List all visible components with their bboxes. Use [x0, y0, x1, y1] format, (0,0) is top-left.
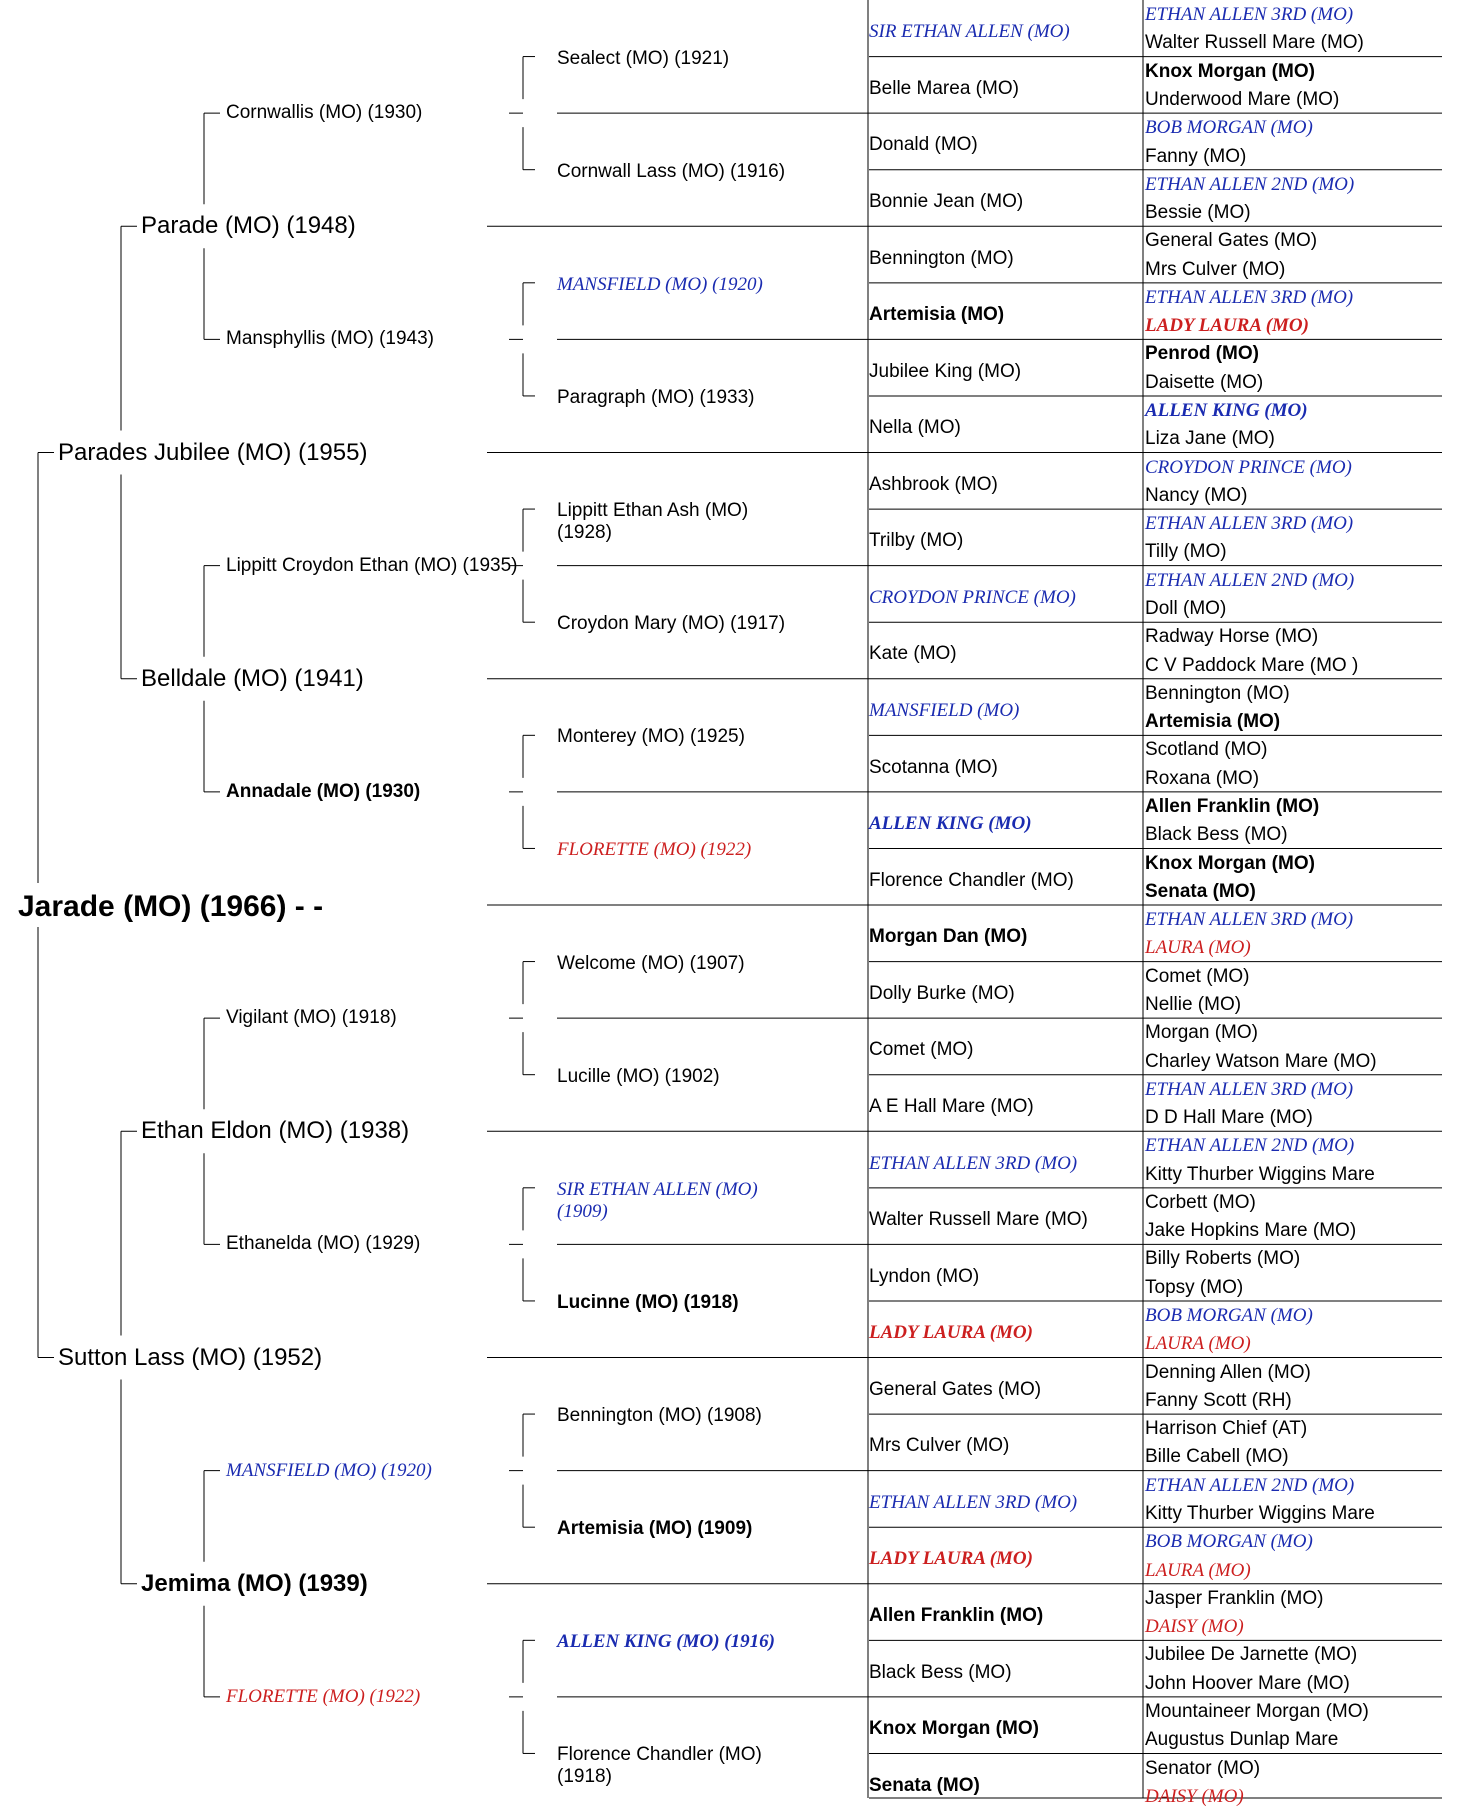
gen6-horse-41: Kitty Thurber Wiggins Mare	[1145, 1163, 1375, 1185]
gen5-horse-14: ALLEN KING (MO)	[869, 813, 1032, 835]
gen5-horse-3: Bonnie Jean (MO)	[869, 190, 1024, 212]
gen6-horse-52: ETHAN ALLEN 2ND (MO)	[1145, 1474, 1355, 1496]
gen5-horse-28: Allen Franklin (MO)	[869, 1605, 1044, 1626]
gen6-horse-1: Walter Russell Mare (MO)	[1145, 32, 1364, 54]
gen5-horse-8: Ashbrook (MO)	[869, 473, 998, 495]
gen6-horse-44: Billy Roberts (MO)	[1145, 1248, 1301, 1270]
gen6-horse-45: Topsy (MO)	[1145, 1276, 1244, 1298]
gen3-horse-6: MANSFIELD (MO) (1920)	[226, 1459, 432, 1481]
gen6-horse-51: Bille Cabell (MO)	[1145, 1446, 1289, 1468]
gen4-horse-13: Artemisia (MO) (1909)	[557, 1518, 753, 1540]
gen6-horse-4: BOB MORGAN (MO)	[1145, 117, 1313, 139]
gen6-horse-57: DAISY (MO)	[1145, 1616, 1244, 1638]
gen1-horse-0: Parades Jubilee (MO) (1955)	[58, 438, 368, 466]
gen6-horse-50: Harrison Chief (AT)	[1145, 1418, 1308, 1440]
gen6-horse-49: Fanny Scott (RH)	[1145, 1389, 1292, 1411]
gen6-horse-0: ETHAN ALLEN 3RD (MO)	[1145, 4, 1354, 26]
gen6-horse-17: Nancy (MO)	[1145, 484, 1248, 506]
gen6-horse-18: ETHAN ALLEN 3RD (MO)	[1145, 513, 1354, 535]
gen6-horse-33: LAURA (MO)	[1145, 937, 1251, 959]
gen6-horse-6: ETHAN ALLEN 2ND (MO)	[1145, 173, 1355, 195]
gen5-horse-27: LADY LAURA (MO)	[869, 1548, 1033, 1570]
gen3-horse-1: Mansphyllis (MO) (1943)	[226, 328, 434, 350]
gen6-horse-34: Comet (MO)	[1145, 965, 1250, 987]
gen3-horse-0: Cornwallis (MO) (1930)	[226, 102, 423, 124]
gen4-horse-7: FLORETTE (MO) (1922)	[557, 839, 752, 861]
gen3-horse-4: Vigilant (MO) (1918)	[226, 1007, 397, 1029]
gen4-horse-1: Cornwall Lass (MO) (1916)	[557, 160, 786, 182]
gen5-horse-5: Artemisia (MO)	[869, 304, 1005, 326]
gen6-horse-28: Allen Franklin (MO)	[1145, 795, 1320, 817]
gen5-horse-25: Mrs Culver (MO)	[869, 1435, 1010, 1457]
gen2-horse-2: Ethan Eldon (MO) (1938)	[141, 1117, 410, 1145]
gen6-horse-61: Augustus Dunlap Mare	[1145, 1729, 1339, 1751]
gen4-horse-6: Monterey (MO) (1925)	[557, 726, 745, 748]
gen6-horse-15: Liza Jane (MO)	[1145, 428, 1275, 450]
gen5-horse-30: Knox Morgan (MO)	[869, 1718, 1039, 1740]
gen6-horse-13: Daisette (MO)	[1145, 371, 1264, 393]
gen6-horse-10: ETHAN ALLEN 3RD (MO)	[1145, 286, 1354, 308]
subject-horse-name: Jarade (MO) (1966) - -	[18, 889, 324, 923]
gen4-horse-9: Lucille (MO) (1902)	[557, 1065, 720, 1087]
gen6-horse-53: Kitty Thurber Wiggins Mare	[1145, 1503, 1375, 1525]
gen6-horse-23: C V Paddock Mare (MO )	[1145, 654, 1359, 676]
gen5-horse-17: Dolly Burke (MO)	[869, 982, 1015, 1004]
gen2-horse-0: Parade (MO) (1948)	[141, 212, 356, 240]
gen6-horse-60: Mountaineer Morgan (MO)	[1145, 1700, 1369, 1722]
gen6-horse-19: Tilly (MO)	[1145, 541, 1227, 563]
gen6-horse-47: LAURA (MO)	[1145, 1333, 1251, 1355]
gen4-horse-3: Paragraph (MO) (1933)	[557, 386, 755, 408]
gen6-horse-20: ETHAN ALLEN 2ND (MO)	[1145, 569, 1355, 591]
gen5-horse-19: A E Hall Mare (MO)	[869, 1095, 1034, 1117]
gen1-horse-1: Sutton Lass (MO) (1952)	[58, 1343, 323, 1371]
gen6-horse-38: ETHAN ALLEN 3RD (MO)	[1145, 1078, 1354, 1100]
gen4-horse-12: Bennington (MO) (1908)	[557, 1405, 762, 1427]
gen6-horse-32: ETHAN ALLEN 3RD (MO)	[1145, 909, 1354, 931]
gen6-horse-22: Radway Horse (MO)	[1145, 626, 1319, 648]
gen6-horse-36: Morgan (MO)	[1145, 1022, 1258, 1044]
gen6-horse-59: John Hoover Mare (MO)	[1145, 1672, 1350, 1694]
gen6-horse-12: Penrod (MO)	[1145, 343, 1259, 365]
gen6-horse-9: Mrs Culver (MO)	[1145, 258, 1286, 280]
gen6-horse-62: Senator (MO)	[1145, 1757, 1261, 1779]
gen6-horse-56: Jasper Franklin (MO)	[1145, 1587, 1324, 1609]
gen5-horse-4: Bennington (MO)	[869, 247, 1014, 269]
gen6-horse-48: Denning Allen (MO)	[1145, 1361, 1311, 1383]
gen6-horse-39: D D Hall Mare (MO)	[1145, 1107, 1313, 1129]
gen5-horse-7: Nella (MO)	[869, 417, 961, 439]
gen5-horse-31: Senata (MO)	[869, 1774, 980, 1796]
gen5-horse-21: Walter Russell Mare (MO)	[869, 1209, 1088, 1231]
gen6-horse-5: Fanny (MO)	[1145, 145, 1247, 167]
gen3-horse-7: FLORETTE (MO) (1922)	[226, 1685, 421, 1707]
gen2-horse-3: Jemima (MO) (1939)	[141, 1569, 368, 1597]
gen6-horse-14: ALLEN KING (MO)	[1145, 400, 1308, 422]
gen5-horse-9: Trilby (MO)	[869, 530, 964, 552]
gen5-horse-1: Belle Marea (MO)	[869, 77, 1019, 99]
gen6-horse-42: Corbett (MO)	[1145, 1191, 1256, 1213]
gen5-horse-12: MANSFIELD (MO)	[869, 700, 1020, 721]
gen6-horse-11: LADY LAURA (MO)	[1145, 315, 1309, 337]
gen6-horse-43: Jake Hopkins Mare (MO)	[1145, 1220, 1357, 1242]
gen5-horse-16: Morgan Dan (MO)	[869, 926, 1028, 948]
gen6-horse-2: Knox Morgan (MO)	[1145, 60, 1315, 82]
gen6-horse-16: CROYDON PRINCE (MO)	[1145, 456, 1352, 478]
gen5-horse-13: Scotanna (MO)	[869, 756, 998, 778]
gen6-horse-26: Scotland (MO)	[1145, 739, 1268, 761]
gen4-horse-5: Croydon Mary (MO) (1917)	[557, 613, 786, 635]
gen5-horse-2: Donald (MO)	[869, 134, 978, 156]
gen6-horse-8: General Gates (MO)	[1145, 230, 1318, 252]
gen6-horse-29: Black Bess (MO)	[1145, 824, 1288, 846]
gen3-horse-2: Lippitt Croydon Ethan (MO) (1935)	[226, 554, 518, 576]
gen5-horse-10: CROYDON PRINCE (MO)	[869, 586, 1076, 608]
gen3-horse-5: Ethanelda (MO) (1929)	[226, 1233, 421, 1255]
gen5-horse-18: Comet (MO)	[869, 1039, 974, 1061]
gen6-horse-37: Charley Watson Mare (MO)	[1145, 1050, 1377, 1072]
gen4-horse-14: ALLEN KING (MO) (1916)	[557, 1631, 775, 1653]
gen4-horse-11: Lucinne (MO) (1918)	[557, 1291, 739, 1313]
gen2-horse-1: Belldale (MO) (1941)	[141, 664, 364, 692]
gen5-horse-29: Black Bess (MO)	[869, 1661, 1012, 1683]
gen5-horse-22: Lyndon (MO)	[869, 1265, 980, 1287]
gen5-horse-23: LADY LAURA (MO)	[869, 1322, 1033, 1344]
gen5-horse-11: Kate (MO)	[869, 643, 957, 665]
gen6-horse-24: Bennington (MO)	[1145, 682, 1290, 704]
gen6-horse-54: BOB MORGAN (MO)	[1145, 1531, 1313, 1553]
gen6-horse-58: Jubilee De Jarnette (MO)	[1145, 1644, 1358, 1666]
gen5-horse-24: General Gates (MO)	[869, 1378, 1042, 1400]
gen4-horse-4: Lippitt Ethan Ash (MO) (1928)	[557, 500, 749, 543]
gen6-horse-7: Bessie (MO)	[1145, 202, 1251, 224]
gen5-horse-15: Florence Chandler (MO)	[869, 869, 1074, 891]
gen6-horse-30: Knox Morgan (MO)	[1145, 852, 1315, 874]
gen6-horse-31: Senata (MO)	[1145, 880, 1256, 902]
gen6-horse-25: Artemisia (MO)	[1145, 711, 1281, 733]
gen6-horse-40: ETHAN ALLEN 2ND (MO)	[1145, 1135, 1355, 1157]
gen3-horse-3: Annadale (MO) (1930)	[226, 780, 421, 802]
gen4-horse-2: MANSFIELD (MO) (1920)	[557, 273, 763, 295]
gen4-horse-8: Welcome (MO) (1907)	[557, 952, 745, 974]
gen6-horse-27: Roxana (MO)	[1145, 767, 1260, 789]
gen6-horse-35: Nellie (MO)	[1145, 993, 1242, 1015]
gen5-horse-6: Jubilee King (MO)	[869, 360, 1022, 382]
gen4-horse-0: Sealect (MO) (1921)	[557, 47, 730, 69]
gen5-horse-26: ETHAN ALLEN 3RD (MO)	[869, 1491, 1078, 1513]
gen5-horse-20: ETHAN ALLEN 3RD (MO)	[869, 1152, 1078, 1174]
gen6-horse-3: Underwood Mare (MO)	[1145, 88, 1340, 110]
gen6-horse-46: BOB MORGAN (MO)	[1145, 1305, 1313, 1327]
gen6-horse-63: DAISY (MO)	[1145, 1785, 1244, 1807]
gen5-horse-0: SIR ETHAN ALLEN (MO)	[869, 21, 1070, 43]
gen6-horse-21: Doll (MO)	[1145, 598, 1227, 620]
gen4-horse-10: SIR ETHAN ALLEN (MO) (1909)	[557, 1178, 758, 1222]
gen6-horse-55: LAURA (MO)	[1145, 1559, 1251, 1581]
gen4-horse-15: Florence Chandler (MO) (1918)	[557, 1744, 762, 1788]
